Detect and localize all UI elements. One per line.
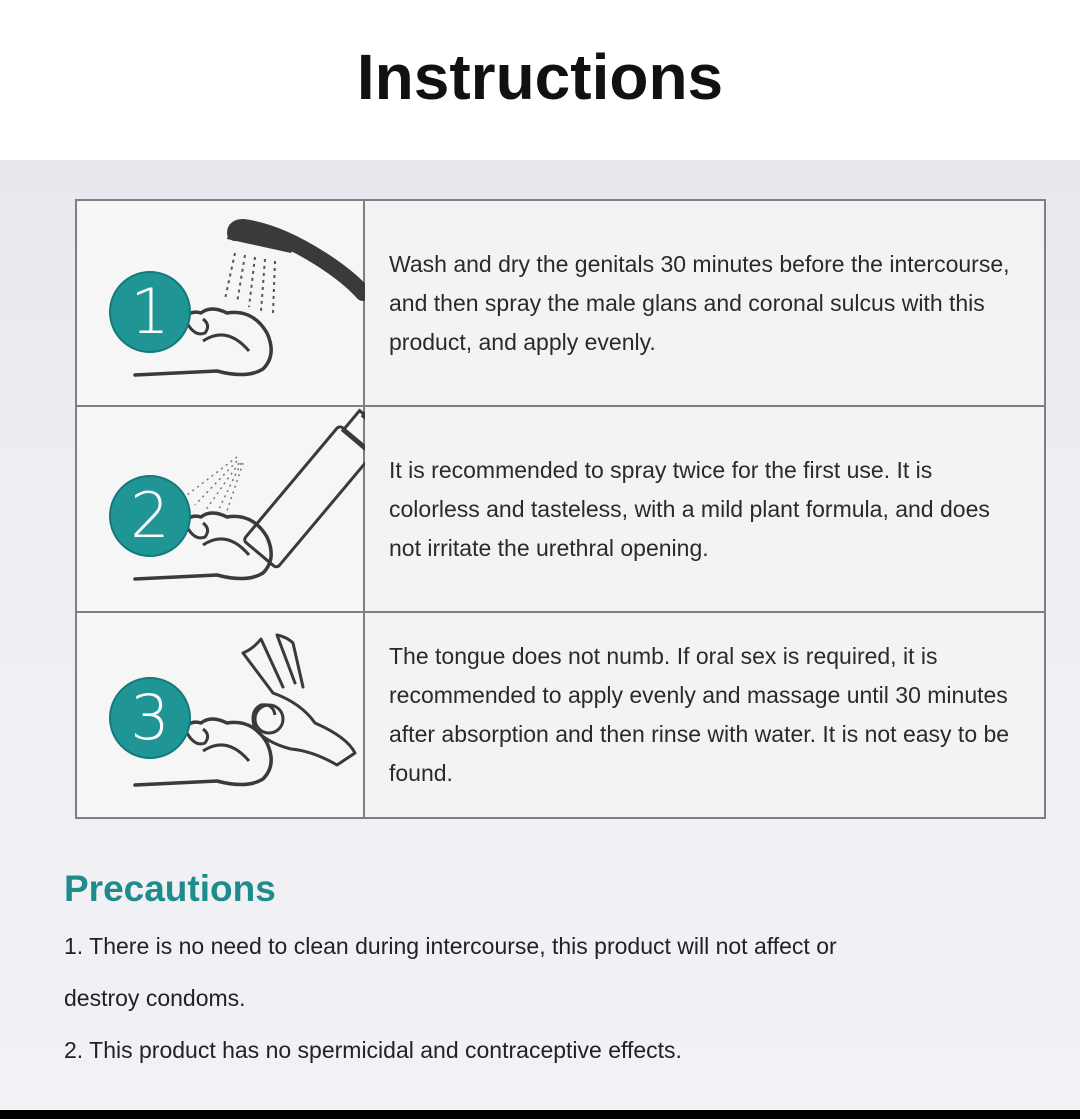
precautions-title: Precautions	[64, 868, 276, 909]
step-3-badge: 3	[109, 677, 191, 759]
step-1-text-cell	[367, 201, 1044, 405]
header	[0, 0, 1080, 160]
instructions-table	[75, 199, 1046, 819]
step-row-2	[77, 407, 1044, 613]
precaution-line-1: 1. There is no need to clean during intercourse, this product will not affect or	[64, 933, 837, 959]
step-3-text-cell	[367, 613, 1044, 817]
step-2-text: It is recommended to spray twice for the first use. It is colorless and tasteless, with a mild plant formula, and does not irritate the urethral opening.	[389, 456, 990, 561]
step-1-text: Wash and dry the genitals 30 minutes before the intercourse, and then spray the male glans and coronal sulcus with this product, and apply evenly.	[389, 250, 1010, 355]
bottom-bar	[0, 1110, 1080, 1119]
step-row-1	[77, 201, 1044, 407]
precaution-line-3: 2. This product has no spermicidal and contraceptive effects.	[64, 1037, 682, 1063]
page-title: Instructions	[356, 41, 724, 113]
step-row-3	[77, 613, 1044, 817]
step-2-text-cell	[367, 407, 1044, 611]
step-2-badge: 2	[109, 475, 191, 557]
step-3-text: The tongue does not numb. If oral sex is required, it is recommended to apply evenly and massage until 30 minutes after absorption and then rinse with water. It is not easy to be found.	[389, 643, 1010, 786]
precaution-line-2: destroy condoms.	[64, 985, 246, 1011]
step-1-badge: 1	[109, 271, 191, 353]
